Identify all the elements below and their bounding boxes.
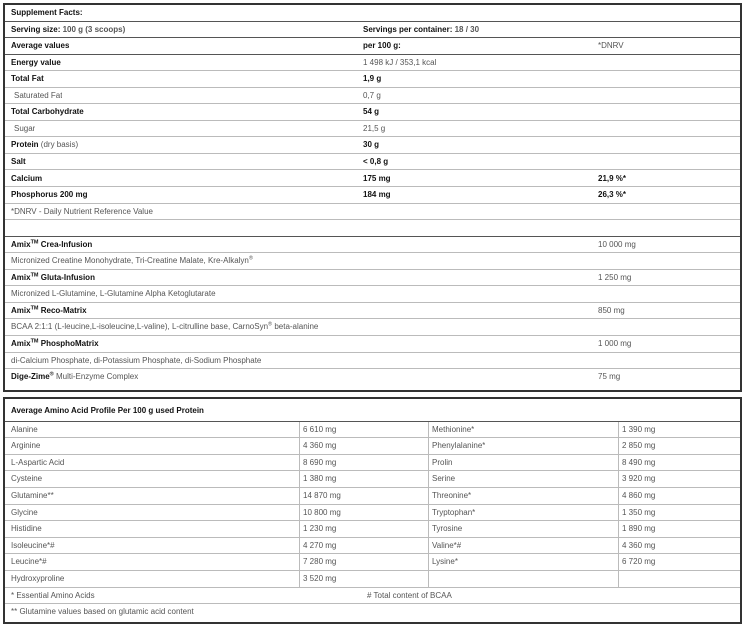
nutrient-row xyxy=(5,71,740,88)
nutrient-value: 21,5 g xyxy=(363,123,386,133)
trademark-mark: TM xyxy=(30,239,39,246)
matrix-brand: Amix™ PhosphoMatrix xyxy=(11,338,99,348)
amino-acid-name: Hydroxyproline xyxy=(11,574,65,583)
registered-mark: ® xyxy=(49,371,54,378)
amino-acid-amount: 8 490 mg xyxy=(622,457,656,467)
matrix-name: PhosphoMatrix xyxy=(38,339,99,348)
dnrv-footnote-row xyxy=(5,204,740,221)
amino-row xyxy=(5,471,740,488)
nutrient-row xyxy=(5,171,740,188)
amino-row xyxy=(5,455,740,472)
amino-acid-amount: 1 230 mg xyxy=(303,524,337,534)
amino-acid-name: Isoleucine*# xyxy=(11,540,55,550)
servings-label: Servings per container: 18 / 30 xyxy=(363,24,480,34)
nutrient-name: Calcium xyxy=(11,173,43,183)
dige-zime-name: Dige-Zime® Multi-Enzyme Complex xyxy=(11,371,139,382)
matrix-description: di-Calcium Phosphate, di-Potassium Phosphate, di-Sodium Phosphate xyxy=(11,355,262,365)
glutamine-note-row xyxy=(5,604,740,623)
column-divider xyxy=(299,422,300,588)
amino-row xyxy=(5,521,740,538)
nutrient-name: Protein (dry basis) xyxy=(11,140,79,150)
nutrient-name: Sugar xyxy=(14,123,36,133)
col-average-values: Average values xyxy=(11,41,70,51)
matrix-amount: 10 000 mg xyxy=(598,239,636,249)
facts-title-row xyxy=(5,5,740,22)
nutrient-row xyxy=(5,55,740,72)
matrix-brand: Amix™ Crea-Infusion xyxy=(11,239,93,249)
matrix-name-row xyxy=(5,237,740,254)
amino-acid-name: Tryptophan* xyxy=(432,507,476,517)
trademark-mark: TM xyxy=(30,338,39,345)
nutrient-name: Salt xyxy=(11,156,26,166)
amino-acid-amount: 6 720 mg xyxy=(622,557,656,567)
nutrient-note: (dry basis) xyxy=(38,140,79,150)
nutrient-row xyxy=(5,104,740,121)
matrix-description: Micronized L-Glutamine, L-Glutamine Alpha Ketoglutarate xyxy=(11,289,216,299)
matrix-desc-row xyxy=(5,353,740,370)
serving-size-label: Serving size: 100 g (3 scoops) xyxy=(11,24,126,34)
nutrient-row xyxy=(5,121,740,138)
nutrient-value: 30 g xyxy=(363,140,380,150)
nutrient-row xyxy=(5,154,740,171)
nutrient-value: < 0,8 g xyxy=(363,156,389,166)
amino-acid-name: Lysine* xyxy=(432,557,458,567)
amino-title-row xyxy=(5,403,740,422)
amino-acid-amount: 1 890 mg xyxy=(622,524,656,534)
amino-acid-amount: 6 610 mg xyxy=(303,424,337,434)
serving-size-value: 100 g (3 scoops) xyxy=(60,24,126,34)
amino-acid-name: Glycine xyxy=(11,507,38,517)
amino-acid-amount: 4 270 mg xyxy=(303,540,337,550)
registered-mark: ® xyxy=(268,321,273,328)
matrix-description-tail: beta-alanine xyxy=(272,322,319,332)
amino-title: Average Amino Acid Profile Per 100 g used Protein xyxy=(11,406,204,415)
matrix-description: BCAA 2:1:1 (L-leucine,L-isoleucine,L-valine), L-citrulline base, CarnoSyn® beta-alanine xyxy=(11,321,319,332)
nutrient-name: Energy value xyxy=(11,57,61,67)
glutamine-note: ** Glutamine values based on glutamic acid content xyxy=(11,607,194,617)
col-dnrv: *DNRV xyxy=(598,41,624,51)
amino-row xyxy=(5,538,740,555)
amino-acid-amount: 8 690 mg xyxy=(303,457,337,467)
matrix-name-row xyxy=(5,270,740,287)
column-divider xyxy=(618,422,619,588)
matrix-amount: 850 mg xyxy=(598,305,625,315)
amino-acid-amount: 4 360 mg xyxy=(622,540,656,550)
amino-acid-name: Serine xyxy=(432,474,456,484)
nutrient-row xyxy=(5,187,740,204)
matrix-brand: Amix™ Gluta-Infusion xyxy=(11,272,95,282)
matrix-brand: Amix™ Reco-Matrix xyxy=(11,305,87,315)
amino-acid-amount: 4 360 mg xyxy=(303,441,337,451)
col-per-100g: per 100 g: xyxy=(363,41,401,51)
bcaa-note: # Total content of BCAA xyxy=(367,590,452,600)
matrix-name: Reco-Matrix xyxy=(38,305,87,315)
matrix-desc-row xyxy=(5,286,740,303)
matrix-name: Crea-Infusion xyxy=(38,239,93,249)
amino-row xyxy=(5,488,740,505)
registered-mark: ® xyxy=(248,255,253,262)
amino-acid-amount: 7 280 mg xyxy=(303,557,337,567)
nutrient-dnrv: 21,9 %* xyxy=(598,173,627,183)
nutrient-value: 0,7 g xyxy=(363,90,381,100)
amino-row xyxy=(5,422,740,439)
nutrient-name: Saturated Fat xyxy=(14,90,63,100)
amino-acid-amount: 1 350 mg xyxy=(622,507,656,517)
servings-value: 18 / 30 xyxy=(452,24,480,34)
amino-row xyxy=(5,505,740,522)
dige-zime-description: Multi-Enzyme Complex xyxy=(53,372,139,382)
amino-acid-amount: 1 390 mg xyxy=(622,424,656,434)
trademark-mark: TM xyxy=(30,272,39,279)
nutrient-row xyxy=(5,137,740,154)
amino-acid-name: Tyrosine xyxy=(432,524,463,534)
matrix-desc-row xyxy=(5,253,740,270)
matrix-name-row xyxy=(5,336,740,353)
dnrv-footnote: *DNRV - Daily Nutrient Reference Value xyxy=(11,206,153,216)
dige-zime-row xyxy=(5,369,740,390)
matrix-amount: 1 000 mg xyxy=(598,339,632,348)
dige-zime-amount: 75 mg xyxy=(598,372,621,382)
amino-acid-amount: 2 850 mg xyxy=(622,441,656,451)
nutrient-value: 184 mg xyxy=(363,190,391,200)
trademark-mark: TM xyxy=(30,305,39,312)
amino-row xyxy=(5,554,740,571)
amino-acid-amount: 1 380 mg xyxy=(303,474,337,484)
amino-row xyxy=(5,571,740,588)
amino-acid-name: L-Aspartic Acid xyxy=(11,457,65,467)
amino-acid-name: Histidine xyxy=(11,524,42,534)
amino-acid-name: Methionine* xyxy=(432,424,475,434)
amino-acid-name: Arginine xyxy=(11,441,41,451)
amino-acid-name: Threonine* xyxy=(432,491,472,500)
nutrient-value: 54 g xyxy=(363,107,380,117)
serving-row xyxy=(5,22,740,39)
spacer-row xyxy=(5,220,740,237)
nutrient-dnrv: 26,3 %* xyxy=(598,190,627,200)
matrix-description: Micronized Creatine Monohydrate, Tri-Creatine Malate, Kre-Alkalyn® xyxy=(11,255,253,266)
column-header-row xyxy=(5,38,740,55)
matrix-amount: 1 250 mg xyxy=(598,272,632,282)
matrix-name: Gluta-Infusion xyxy=(38,272,95,282)
column-divider xyxy=(428,422,429,588)
nutrient-name: Phosphorus 200 mg xyxy=(11,190,88,200)
nutrient-value: 1,9 g xyxy=(363,74,382,84)
amino-acid-amount: 14 870 mg xyxy=(303,491,341,500)
amino-acid-name: Valine*# xyxy=(432,540,462,550)
amino-acid-amount: 10 800 mg xyxy=(303,507,341,517)
amino-acid-name: Phenylalanine* xyxy=(432,441,486,451)
amino-acid-name: Leucine*# xyxy=(11,557,47,567)
nutrient-name: Total Carbohydrate xyxy=(11,107,84,117)
supplement-facts-table xyxy=(3,3,742,392)
nutrient-row xyxy=(5,88,740,105)
amino-acid-profile-table xyxy=(3,397,742,624)
nutrient-value: 175 mg xyxy=(363,173,391,183)
amino-row xyxy=(5,438,740,455)
nutrient-name: Total Fat xyxy=(11,74,44,84)
amino-acid-amount: 4 860 mg xyxy=(622,491,656,500)
amino-acid-name: Glutamine** xyxy=(11,491,54,500)
essential-note: * Essential Amino Acids xyxy=(11,590,95,600)
matrix-name-row xyxy=(5,303,740,320)
nutrient-value: 1 498 kJ / 353,1 kcal xyxy=(363,57,437,67)
amino-acid-name: Prolin xyxy=(432,457,453,467)
matrix-desc-row xyxy=(5,319,740,336)
amino-notes-row xyxy=(5,588,740,605)
amino-acid-name: Alanine xyxy=(11,424,38,434)
amino-acid-amount: 3 520 mg xyxy=(303,574,337,583)
amino-acid-amount: 3 920 mg xyxy=(622,474,656,484)
amino-acid-name: Cysteine xyxy=(11,474,43,484)
facts-title: Supplement Facts: xyxy=(11,8,83,17)
